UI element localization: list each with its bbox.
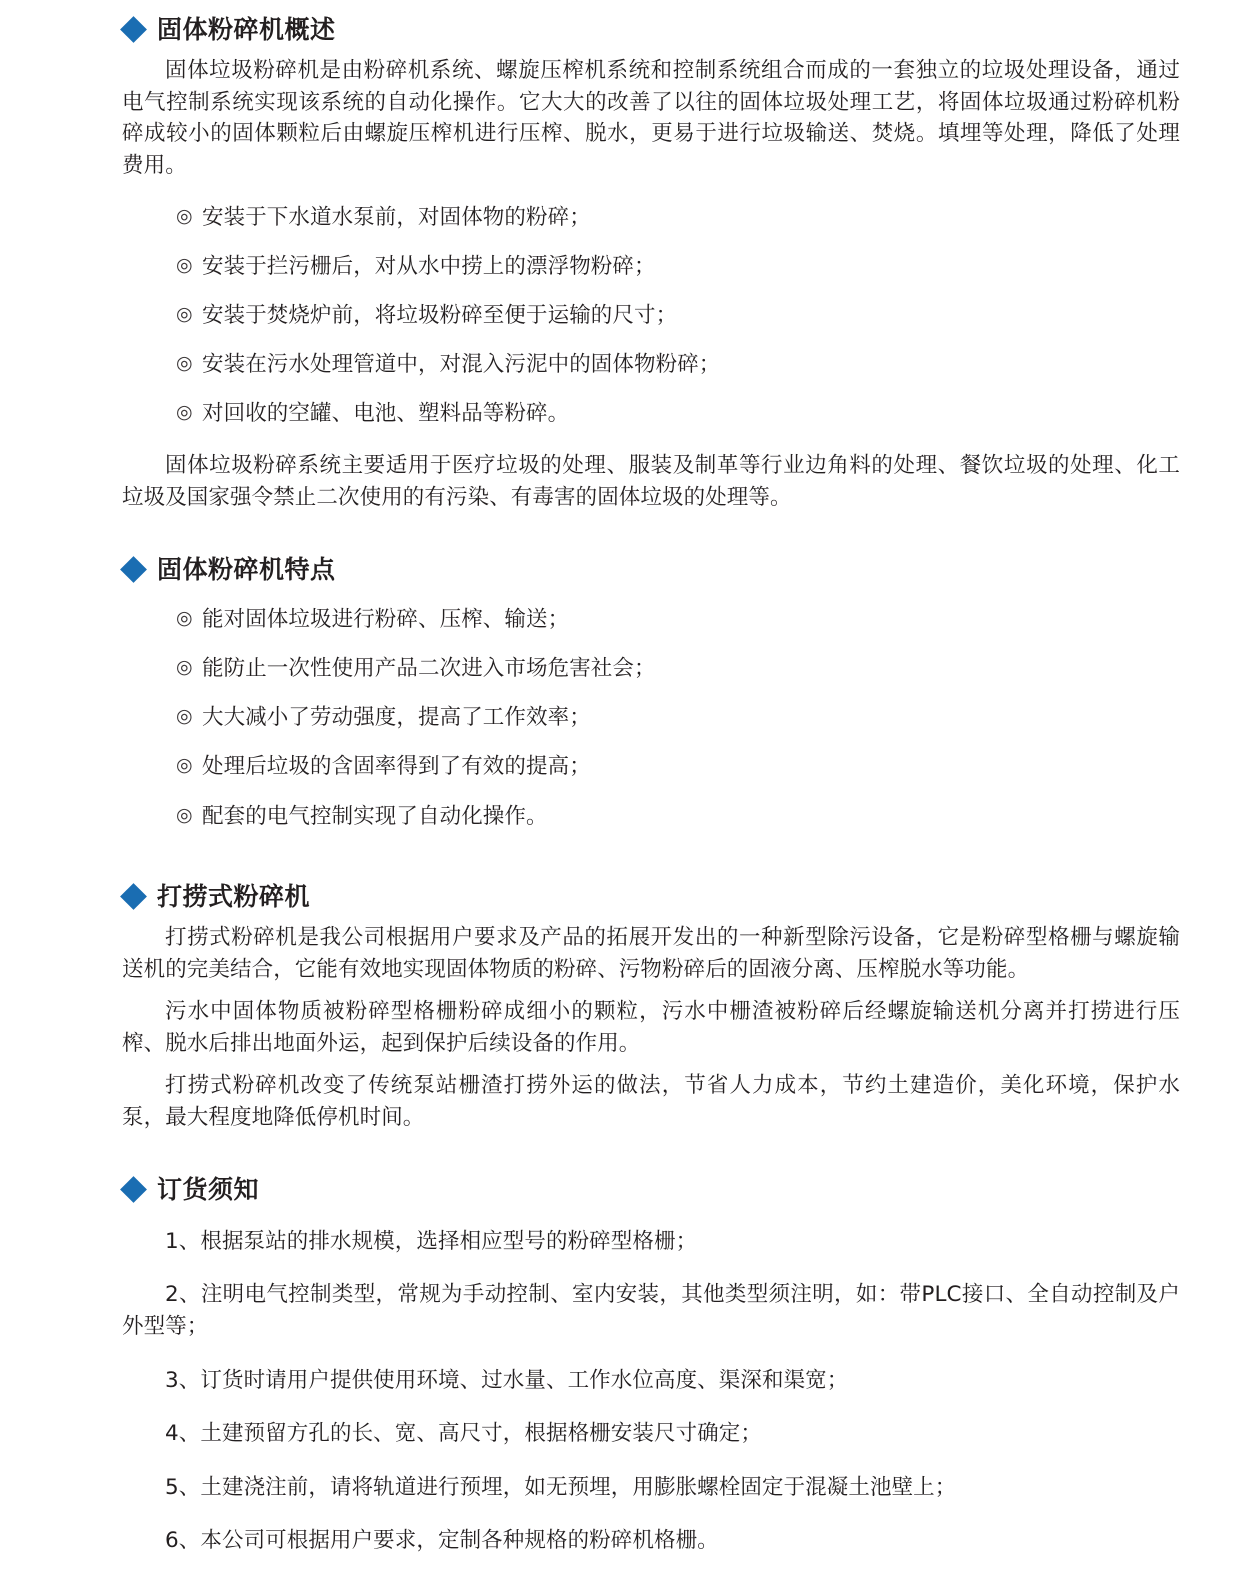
section-ordering-notes [110,1174,1180,1568]
list-item [176,792,1180,841]
list-item-label: 安装于拦污栅后，对从水中捞上的漂浮物粉碎； [202,253,656,279]
list-item [176,389,1180,438]
diamond-bullet-icon [120,883,147,910]
circle-bullet-icon: ◎ [176,606,193,629]
list-item-label: 配套的电气控制实现了自动化操作。 [202,803,548,829]
list-item-label: 能对固体垃圾进行粉碎、压榨、输送； [202,606,570,632]
list-item-label: 对回收的空罐、电池、塑料品等粉碎。 [202,401,570,427]
list-item-label: 安装于下水道水泵前，对固体物的粉碎； [202,204,591,230]
overview-outro-paragraph: 固体垃圾粉碎系统主要适用于医疗垃圾的处理、服装及制革等行业边角料的处理、餐饮垃圾的处理、化工垃圾及国家强令禁止二次使用的有污染、有毒害的固体垃圾的处理等。 [122,453,1180,511]
section-heading-ordering-notes [124,1174,1180,1205]
section-title: 固体粉碎机特点 [157,554,336,584]
section-overview [110,14,1180,514]
list-item-label: 大大减小了劳动强度，提高了工作效率； [202,705,591,731]
list-item [176,693,1180,742]
list-item: 6、本公司可根据用户要求，定制各种规格的粉碎机格栅。 [165,1528,719,1554]
section-title: 固体粉碎机概述 [157,15,336,44]
dredging-paragraph-3: 打捞式粉碎机改变了传统泵站栅渣打捞外运的做法，节省人力成本，节约土建造价，美化环境，保护水泵，最大程度地降低停机时间。 [122,1073,1180,1130]
circle-bullet-icon: ◎ [176,302,193,325]
spacer [110,514,1180,554]
section-dredging-crusher [110,881,1180,1134]
list-item-label: 能防止一次性使用产品二次进入市场危害社会； [202,656,656,682]
spacer [110,841,1180,881]
list-item: 1、根据泵站的排水规模，选择相应型号的粉碎型格栅； [165,1228,698,1254]
section-features [110,554,1180,841]
diamond-bullet-icon [120,16,147,43]
circle-bullet-icon: ◎ [176,401,193,424]
dredging-paragraph-2: 污水中固体物质被粉碎型格栅粉碎成细小的颗粒，污水中栅渣被粉碎后经螺旋输送机分离并打捞进行压榨、脱水后排出地面外运，起到保护后续设备的作用。 [122,999,1180,1056]
list-item: 4、土建预留方孔的长、宽、高尺寸，根据格栅安装尺寸确定； [165,1421,762,1447]
list-item [176,595,1180,644]
circle-bullet-icon: ◎ [176,656,193,679]
list-item [176,193,1180,242]
circle-bullet-icon: ◎ [176,204,193,227]
list-item: 5、土建浇注前，请将轨道进行预埋，如无预埋，用膨胀螺栓固定于混凝土池壁上； [165,1474,957,1500]
section-title: 打捞式粉碎机 [157,881,311,911]
list-item: 2、注明电气控制类型，常规为手动控制、室内安装，其他类型须注明，如：带PLC接口、全自动控制及户外型等； [122,1282,1180,1340]
circle-bullet-icon: ◎ [176,253,193,276]
features-bullet-list [110,595,1180,841]
ordering-notes-list [110,1215,1180,1568]
spacer [110,438,1180,450]
list-item-label: 处理后垃圾的含固率得到了有效的提高； [202,754,591,780]
list-item [176,340,1180,389]
list-item [176,742,1180,791]
list-item [176,242,1180,291]
diamond-bullet-icon [120,1176,147,1203]
list-item-label: 安装在污水处理管道中，对混入污泥中的固体物粉碎； [202,352,721,378]
overview-bullet-list [110,193,1180,439]
section-heading-overview [124,14,1180,45]
list-item [176,644,1180,693]
spacer [110,1134,1180,1174]
section-title: 订货须知 [157,1174,260,1204]
circle-bullet-icon: ◎ [176,803,193,826]
section-heading-dredging-crusher [124,881,1180,912]
list-item [176,291,1180,340]
circle-bullet-icon: ◎ [176,352,193,375]
section-heading-features [124,554,1180,585]
circle-bullet-icon: ◎ [176,754,193,777]
circle-bullet-icon: ◎ [176,705,193,728]
diamond-bullet-icon [120,556,147,583]
list-item-label: 安装于焚烧炉前，将垃圾粉碎至便于运输的尺寸； [202,302,678,328]
list-item: 3、订货时请用户提供使用环境、过水量、工作水位高度、渠深和渠宽； [165,1367,849,1393]
dredging-paragraph-1: 打捞式粉碎机是我公司根据用户要求及产品的拓展开发出的一种新型除污设备，它是粉碎型格栅与螺旋输送机的完美结合，它能有效地实现固体物质的粉碎、污物粉碎后的固液分离、压榨脱水等功能。 [122,925,1180,982]
overview-intro-paragraph: 固体垃圾粉碎机是由粉碎机系统、螺旋压榨机系统和控制系统组合而成的一套独立的垃圾处理设备，通过电气控制系统实现该系统的自动化操作。它大大的改善了以往的固体垃圾处理工艺，将固体垃圾通过粉碎机粉碎成较小的固体颗粒后由螺旋压榨机进行压榨、脱水，更易于进行垃圾输送、焚烧。填埋等处理，降低了处理费用。 [122,58,1180,179]
